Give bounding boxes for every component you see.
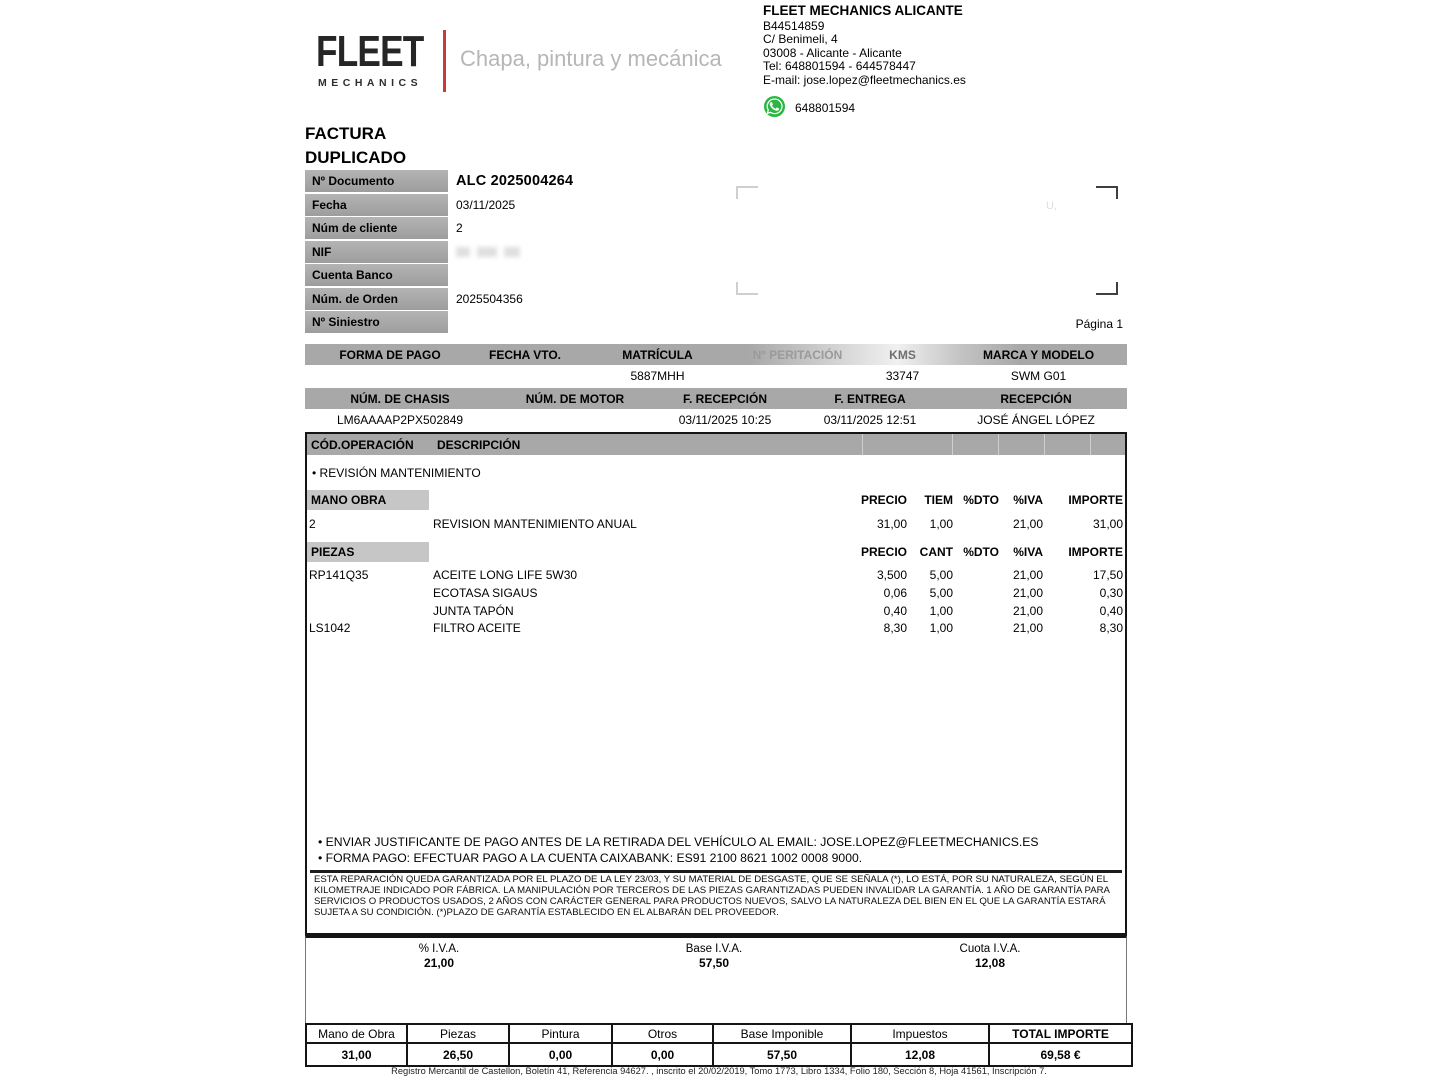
doc-date-value: 03/11/2025 [456, 197, 516, 212]
iva-base-cell [644, 943, 784, 970]
item-code: LS1042 [309, 621, 351, 636]
header-matricula: MATRÍCULA [622, 347, 693, 362]
iva-cuota-value: 12,08 [974, 956, 1006, 970]
item-desc: JUNTA TAPÓN [433, 603, 514, 618]
parts-item-row [307, 567, 1125, 585]
notes [310, 835, 1122, 919]
iva-base-value: 57,50 [698, 956, 730, 970]
header-kms: KMS [889, 347, 916, 362]
cod-operacion-header: CÓD.OPERACIÓN [311, 437, 414, 452]
items-header [307, 434, 1125, 455]
item-desc: ACEITE LONG LIFE 5W30 [433, 568, 578, 583]
doc-info-row [305, 288, 735, 310]
labor-section-header [307, 490, 1125, 510]
item-qty: 5,00 [929, 585, 953, 600]
value-num-chasis: LM6AAAAP2PX502849 [336, 413, 464, 427]
item-precio: 3,500 [876, 568, 907, 583]
operation-bullet: • REVISIÓN MANTENIMIENTO [312, 466, 481, 480]
whatsapp-icon [763, 95, 786, 118]
doc-info-label: Núm. de Orden [305, 288, 448, 310]
doc-info-row [305, 170, 735, 192]
redaction-corner-bottom-left [736, 282, 758, 295]
parts-col-cant: CANT [919, 544, 953, 559]
value-kms: 33747 [885, 369, 920, 383]
header-forma-de-pago: FORMA DE PAGO [339, 347, 441, 362]
logo-sub: MECHANICS [318, 77, 423, 89]
item-qty: 5,00 [929, 568, 953, 583]
item-code: 2 [309, 516, 316, 531]
item-iva: 21,00 [1012, 603, 1043, 618]
company-address: C/ Benimeli, 4 [763, 32, 838, 47]
totals-header-cell: Base Imponible [714, 1025, 852, 1044]
doc-info-row [305, 311, 735, 333]
invoice-title: FACTURA [305, 124, 387, 143]
company-name: FLEET MECHANICS ALICANTE [763, 3, 963, 18]
item-iva: 21,00 [1012, 585, 1043, 600]
logo-divider [443, 30, 446, 92]
doc-info-row [305, 264, 735, 286]
doc-info-table [305, 170, 735, 335]
items-box [305, 432, 1127, 935]
item-qty: 1,00 [929, 603, 953, 618]
item-importe: 31,00 [1092, 516, 1123, 531]
doc-info-row [305, 241, 735, 263]
logo-brand: FLEET [316, 27, 424, 76]
company-info [763, 4, 966, 118]
iva-cuota-label: Cuota I.V.A. [959, 943, 1021, 955]
item-importe: 0,30 [1099, 585, 1123, 600]
value-marca-modelo: SWM G01 [1010, 369, 1067, 383]
doc-number-value: ALC 2025004264 [456, 173, 574, 189]
item-precio: 8,30 [883, 621, 907, 636]
item-importe: 0,40 [1099, 603, 1123, 618]
client-number-value: 2 [456, 221, 463, 235]
redaction-corner-top-left [736, 186, 758, 199]
value-matricula: 5887MHH [630, 369, 685, 383]
item-qty: 1,00 [929, 621, 953, 636]
chassis-table [305, 388, 1127, 431]
labor-col-tiem: TIEM [924, 493, 953, 507]
item-code: RP141Q35 [309, 568, 369, 583]
whatsapp-number: 648801594 [795, 101, 856, 116]
item-precio: 31,00 [876, 516, 907, 531]
item-iva: 21,00 [1012, 621, 1043, 636]
parts-col-iva: %IVA [1013, 544, 1043, 559]
payment-vehicle-table [305, 344, 1127, 387]
nif-redaction [456, 247, 520, 257]
doc-info-row [305, 194, 735, 216]
header-num-chasis: NÚM. DE CHASIS [350, 391, 450, 406]
doc-info-label: Núm de cliente [305, 217, 448, 239]
item-iva: 21,00 [1012, 516, 1043, 531]
header-num-motor: NÚM. DE MOTOR [525, 391, 625, 406]
item-precio: 0,06 [883, 585, 907, 600]
iva-cuota-cell [920, 943, 1060, 970]
totals-header-cell: Impuestos [852, 1025, 990, 1044]
labor-col-dto: %DTO [963, 493, 999, 507]
vehicle-table-header [305, 344, 1127, 365]
header-f-entrega: F. ENTREGA [834, 391, 906, 406]
totals-table [305, 1023, 1133, 1067]
doc-info-label: NIF [305, 241, 448, 263]
company-email: E-mail: jose.lopez@fleetmechanics.es [763, 72, 966, 87]
item-desc: FILTRO ACEITE [433, 621, 521, 636]
redaction-corner-top-right [1096, 186, 1118, 199]
totals-value-cell: 0,00 [510, 1044, 613, 1065]
logo-tagline: Chapa, pintura y mecánica [460, 46, 722, 71]
parts-item-row [307, 584, 1125, 602]
parts-col-precio: PRECIO [860, 544, 907, 559]
header-f-recepcion: F. RECEPCIÓN [682, 391, 767, 406]
iva-percent-value: 21,00 [423, 956, 455, 970]
doc-info-label: Nº Documento [305, 170, 448, 192]
iva-base-label: Base I.V.A. [685, 943, 743, 955]
header-recepcion: RECEPCIÓN [1000, 391, 1072, 406]
totals-header-cell: Mano de Obra [307, 1025, 408, 1044]
chassis-table-values [305, 409, 1127, 431]
parts-item-row [307, 602, 1125, 620]
parts-item-row [307, 619, 1125, 637]
parts-section-band: PIEZAS [307, 542, 429, 562]
labor-col-iva: %IVA [1013, 493, 1043, 507]
column-divider [952, 434, 953, 455]
company-cif: B44514859 [763, 18, 825, 33]
totals-value-cell: 57,50 [714, 1044, 852, 1065]
redaction-corner-bottom-right [1096, 282, 1118, 295]
totals-total-value: 69,58 € [1040, 1047, 1081, 1062]
item-desc: ECOTASA SIGAUS [433, 585, 538, 600]
invoice-subtitle: DUPLICADO [305, 148, 407, 167]
iva-percent-label: % I.V.A. [418, 943, 460, 955]
labor-col-precio: PRECIO [860, 493, 907, 507]
column-divider [998, 434, 999, 455]
header-fecha-vto: FECHA VTO. [488, 347, 561, 362]
totals-header-cell: Piezas [408, 1025, 510, 1044]
registro-footer: Registro Mercantil de Castellon, Boletín 41, Referencia 94627. , inscrito el 20/02/2019, Tomo 1773, Libro 1334, Folio 180, Sección 8, Hoja 41561, Inscripción 7. [391, 1066, 1047, 1076]
value-recepcion: JOSÉ ÁNGEL LÓPEZ [977, 413, 1095, 427]
vehicle-table-values [305, 365, 1127, 387]
labor-col-importe: IMPORTE [1068, 493, 1123, 507]
descripcion-header: DESCRIPCIÓN [437, 437, 521, 452]
warranty-text: ESTA REPARACIÓN QUEDA GARANTIZADA POR EL PLAZO DE LA LEY 23/03, Y SU MATERIAL DE DESGASTE, QUE SE SEÑALA (*), LO ESTÁ, POR SU NATURALEZA, SEGÚN EL KILOMETRAJE INDICADO POR FÁBRICA. LA MANIPULACIÓN POR TERCEROS DE LAS PIEZAS GARANTIZADAS PUEDEN INVALIDAR LA GARANTÍA. 1 AÑO DE GARANTÍA PARA SERVICIOS O PRODUCTOS USADOS, 2 AÑOS CON CARÁCTER GENERAL PARA PRODUCTOS NUEVOS, SALVO LA NATURALEZA DEL BIEN EN EL QUE LA GARANTÍA ESTARÁ SUJETA A SU CONDICIÓN. (*)PLAZO DE GARANTÍA ESTABLECIDO EN EL ALBARÁN DEL PROVEEDOR. [314, 874, 1110, 918]
item-iva: 21,00 [1012, 568, 1043, 583]
labor-item-row [307, 515, 1125, 533]
item-importe: 8,30 [1099, 621, 1123, 636]
labor-section-band: MANO OBRA [307, 490, 429, 510]
item-qty: 1,00 [929, 516, 953, 531]
parts-section-header [307, 542, 1125, 562]
whatsapp-row [763, 95, 966, 118]
order-number-value: 2025504356 [456, 291, 523, 306]
totals-value-cell: 12,08 [852, 1044, 990, 1065]
company-phone: Tel: 648801594 - 644578447 [763, 59, 916, 74]
doc-info-label: Nº Siniestro [305, 311, 448, 333]
parts-col-dto: %DTO [963, 544, 999, 559]
iva-percent-cell [369, 943, 509, 970]
column-divider [1090, 434, 1091, 455]
item-desc: REVISION MANTENIMIENTO ANUAL [433, 516, 637, 531]
company-city: 03008 - Alicante - Alicante [763, 45, 902, 60]
totals-value-cell: 31,00 [307, 1044, 408, 1065]
item-precio: 0,40 [883, 603, 907, 618]
doc-info-label: Fecha [305, 194, 448, 216]
value-f-recepcion: 03/11/2025 10:25 [678, 413, 772, 427]
totals-header-cell: Otros [613, 1025, 714, 1044]
doc-info-row [305, 217, 735, 239]
redaction-remnant: U, [1046, 200, 1057, 212]
totals-header-cell: Pintura [510, 1025, 613, 1044]
header-marca-modelo: MARCA Y MODELO [982, 347, 1095, 362]
iva-summary [305, 935, 1127, 1023]
totals-header-cell-total: TOTAL IMPORTE [990, 1025, 1131, 1044]
totals-value-cell: 26,50 [408, 1044, 510, 1065]
value-f-entrega: 03/11/2025 12:51 [823, 413, 917, 427]
doc-info-label: Cuenta Banco [305, 264, 448, 286]
chassis-table-header [305, 388, 1127, 409]
payment-note-2: • FORMA PAGO: EFECTUAR PAGO A LA CUENTA CAIXABANK: ES91 2100 8621 1002 0008 9000. [318, 851, 863, 865]
page-number: Página 1 [1075, 317, 1123, 331]
column-divider [862, 434, 863, 455]
totals-value-cell: 0,00 [613, 1044, 714, 1065]
parts-col-importe: IMPORTE [1068, 544, 1123, 559]
column-divider [1044, 434, 1045, 455]
header-peritacion: Nº PERITACIÓN [752, 347, 843, 362]
item-importe: 17,50 [1092, 568, 1123, 583]
payment-note-1: • ENVIAR JUSTIFICANTE DE PAGO ANTES DE LA RETIRADA DEL VEHÍCULO AL EMAIL: JOSE.LOPEZ@FLEETMECHANICS.ES [318, 835, 1039, 849]
